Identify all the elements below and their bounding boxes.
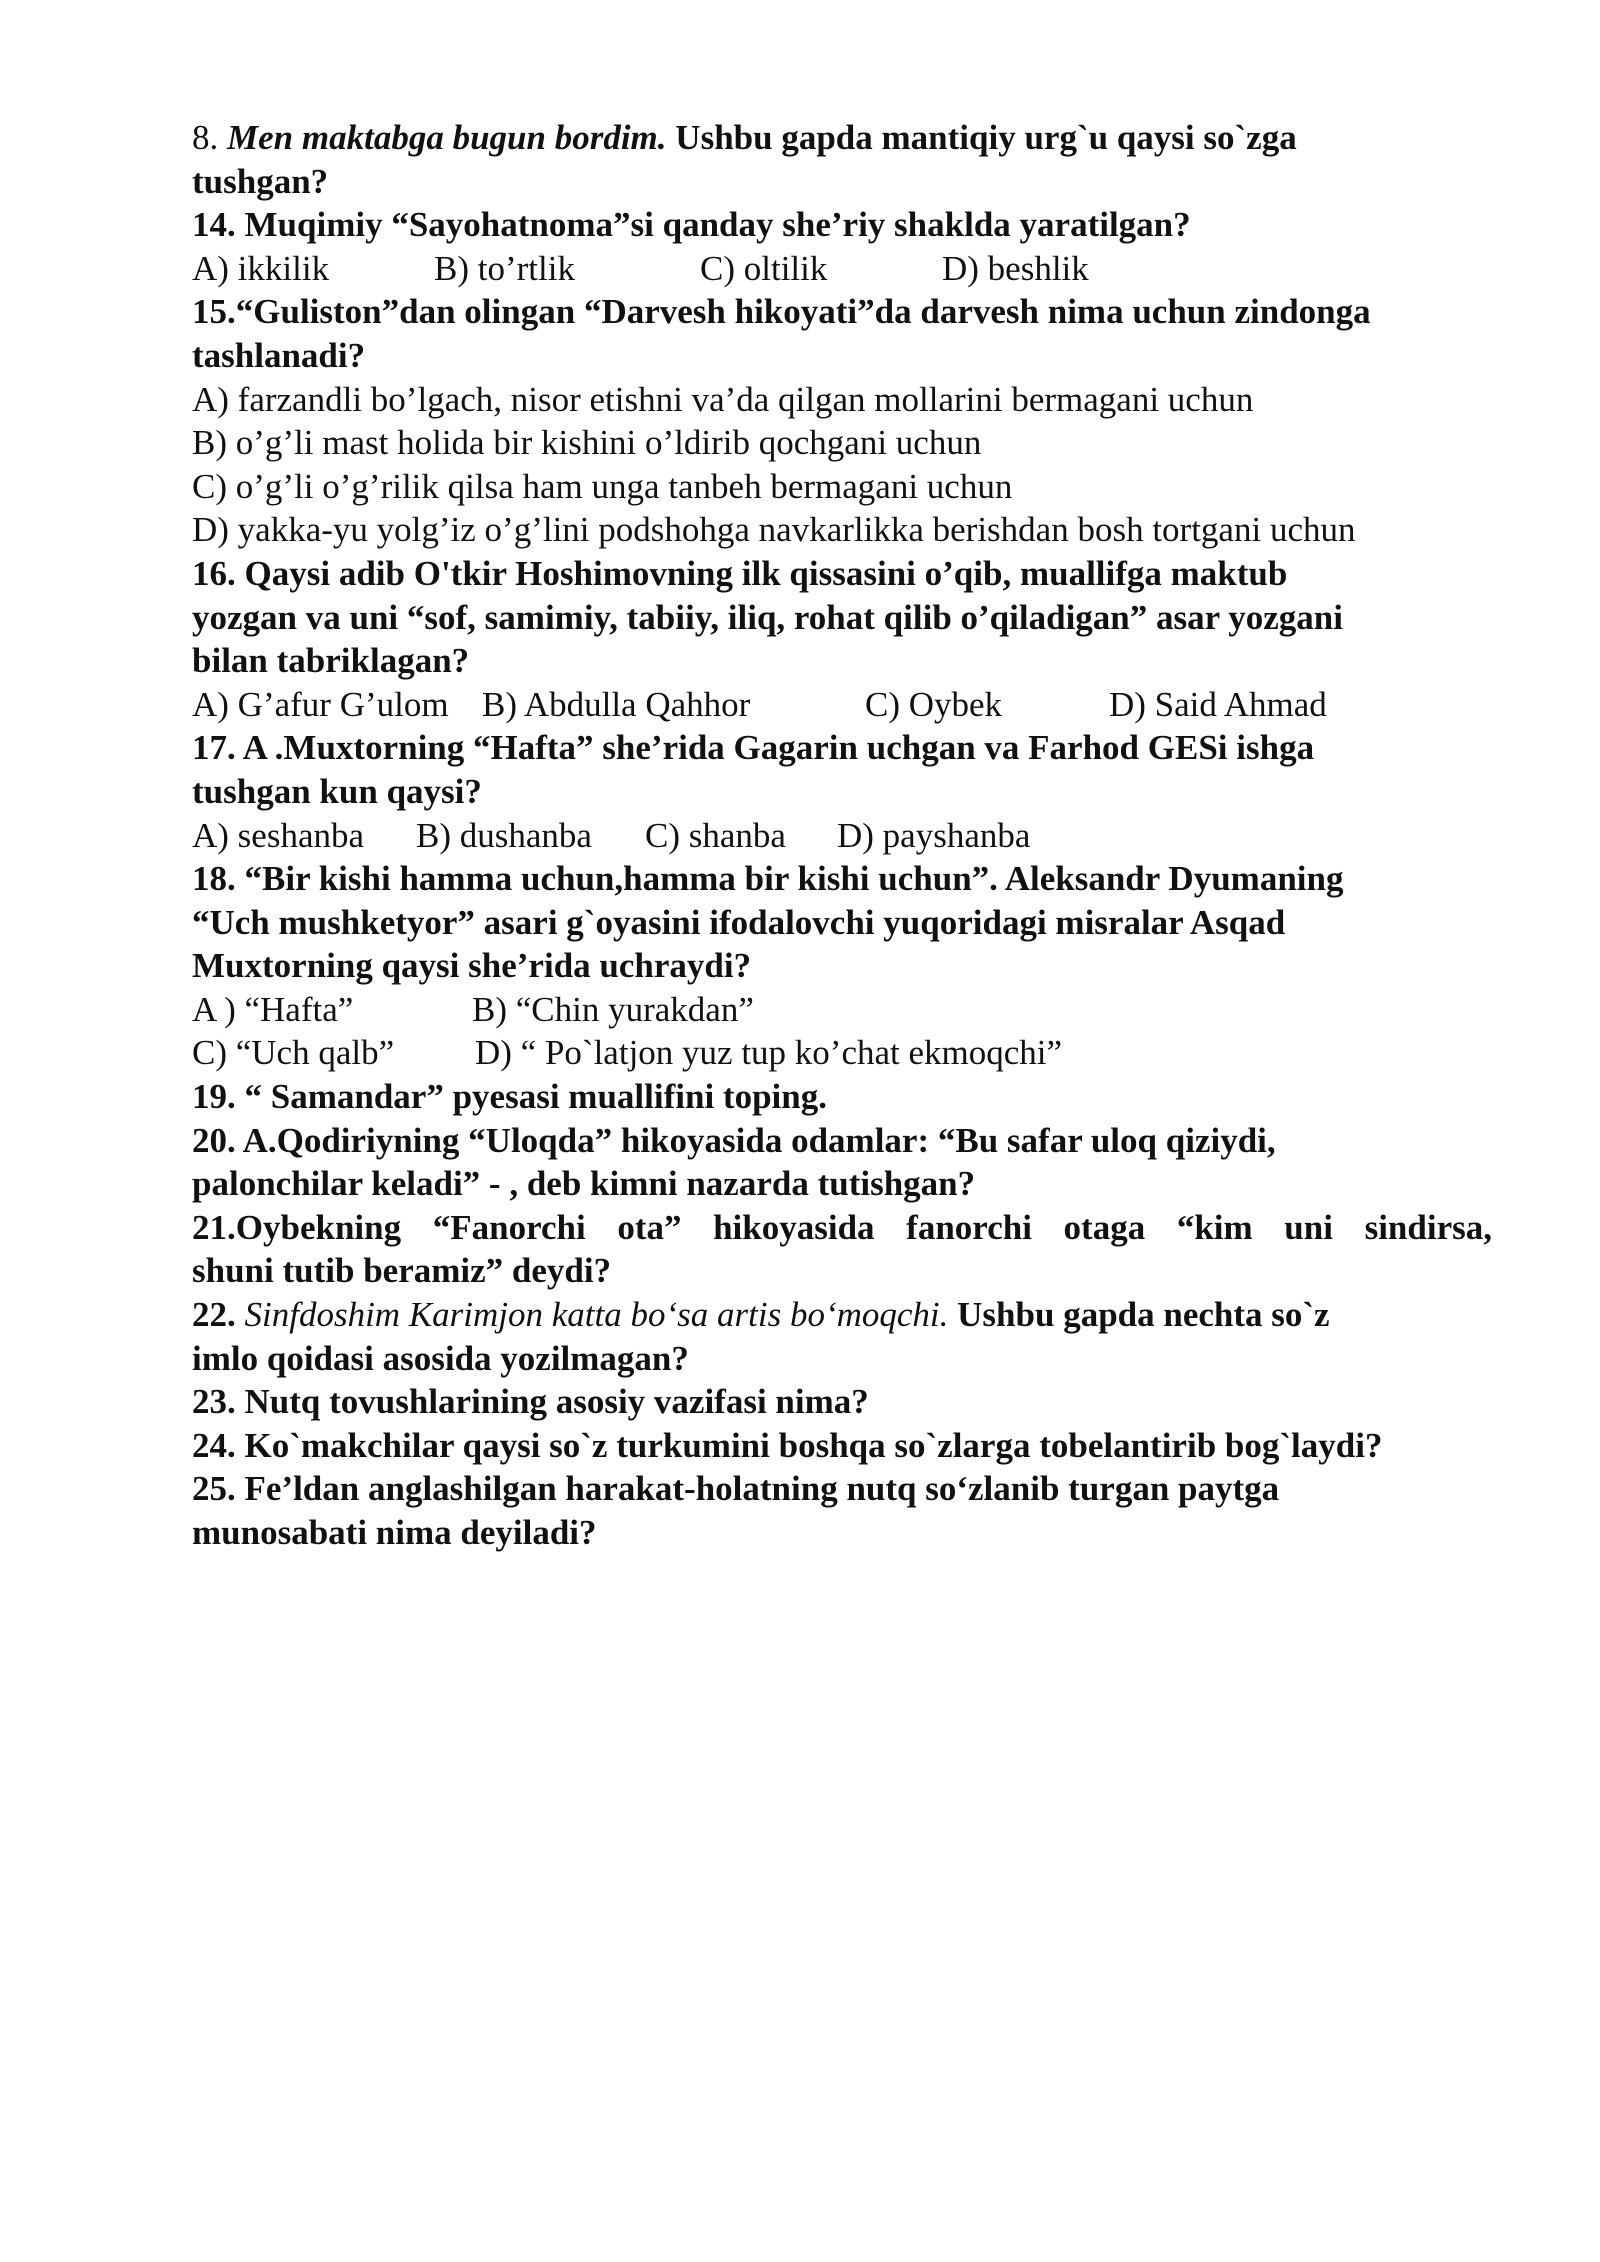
question-16-line-2: yozgan va uni “sof, samimiy, tabiiy, iliq, rohat qilib o’qiladigan” asar yozgani <box>192 597 1344 637</box>
question-8-text: Ushbu gapda mantiqiy urg`u qaysi so`zga <box>675 118 1297 157</box>
question-24: 24. Ko`makchilar qaysi so`z turkumini boshqa so`zlarga tobelantirib bog`laydi? <box>192 1425 1383 1465</box>
option-d: D) payshanba <box>837 815 1031 855</box>
document-page <box>192 116 1492 1555</box>
question-25: 25. Fe’ldan anglashilgan harakat-holatning nutq so‘zlanib turgan paytga <box>192 1469 1280 1509</box>
question-20: 20. A.Qodiriyning “Uloqda” hikoyasida odamlar: “Bu safar uloq qiziydi, <box>192 1120 1276 1160</box>
question-18-options-row-1 <box>192 988 1492 1032</box>
option-b: B) Abdulla Qahhor <box>482 684 751 724</box>
question-22-sentence: Sinfdoshim Karimjon katta bo‘sa artis bo‘moqchi. <box>244 1295 949 1335</box>
question-18-line-2: “Uch mushketyor” asari g`oyasini ifodalovchi yuqoridagi misralar Asqad <box>192 902 1286 942</box>
question-15-option-b: B) o’g’li mast holida bir kishini o’ldirib qochgani uchun <box>192 423 982 463</box>
question-15: 15.“Guliston”dan olingan “Darvesh hikoyati”da darvesh nima uchun zindonga <box>192 292 1371 332</box>
question-23: 23. Nutq tovushlarining asosiy vazifasi nima? <box>192 1382 869 1422</box>
question-8 <box>192 116 1492 160</box>
question-21-line-2: shuni tutib beramiz” deydi? <box>192 1251 612 1291</box>
question-14-options <box>192 247 1492 291</box>
option-d: D) beshlik <box>942 248 1089 288</box>
question-15-option-c: C) o’g’li o’g’rilik qilsa ham unga tanbeh bermagani uchun <box>192 466 1013 506</box>
question-22 <box>192 1293 1492 1337</box>
option-d: D) “ Po`latjon yuz tup ko’chat ekmoqchi” <box>475 1033 1063 1073</box>
question-15-option-d: D) yakka-yu yolg’iz o’g’lini podshohga navkarlikka berishdan bosh tortgani uchun <box>192 510 1356 550</box>
question-8-sentence: Men maktabga bugun bordim. <box>227 118 667 157</box>
question-22-line-2: imlo qoidasi asosida yozilmagan? <box>192 1338 689 1378</box>
question-15-line-2: tashlanadi? <box>192 335 366 375</box>
option-d: D) Said Ahmad <box>1109 684 1327 724</box>
question-17-options <box>192 814 1492 858</box>
question-17: 17. A .Muxtorning “Hafta” she’rida Gagarin uchgan va Farhod GESi ishga <box>192 728 1315 768</box>
question-16-line-3: bilan tabriklagan? <box>192 641 470 681</box>
question-16: 16. Qaysi adib O'tkir Hoshimovning ilk qissasini o’qib, muallifga maktub <box>192 553 1288 593</box>
question-14: 14. Muqimiy “Sayohatnoma”si qanday she’riy shaklda yaratilgan? <box>192 205 1191 245</box>
option-c: C) oltilik <box>700 248 828 288</box>
option-b: B) to’rtlik <box>434 248 575 288</box>
option-c: C) Oybek <box>865 684 1003 724</box>
option-a: A ) “Hafta” <box>192 989 354 1029</box>
question-17-line-2: tushgan kun qaysi? <box>192 771 482 811</box>
option-a: A) ikkilik <box>192 248 330 288</box>
option-b: B) “Chin yurakdan” <box>472 989 754 1029</box>
question-18: 18. “Bir kishi hamma uchun,hamma bir kishi uchun”. Aleksandr Dyumaning <box>192 859 1344 899</box>
question-25-line-2: munosabati nima deyiladi? <box>192 1513 597 1552</box>
question-19: 19. “ Samandar” pyesasi muallifini toping. <box>192 1077 827 1117</box>
option-b: B) dushanba <box>416 815 592 855</box>
option-a: A) G’afur G’ulom <box>192 684 449 724</box>
question-8-line-2: tushgan? <box>192 161 329 201</box>
question-21: 21.Oybekning “Fanorchi ota” hikoyasida fanorchi otaga “kim uni sindirsa, <box>192 1207 1492 1247</box>
option-a: A) seshanba <box>192 815 365 855</box>
question-22-number: 22. <box>192 1295 236 1335</box>
question-22-text: Ushbu gapda nechta so`z <box>957 1295 1330 1335</box>
question-16-options <box>192 683 1492 727</box>
option-c: C) shanba <box>645 815 786 855</box>
question-20-line-2: palonchilar keladi” - , deb kimni nazarda tutishgan? <box>192 1164 976 1204</box>
question-18-options-row-2 <box>192 1031 1492 1075</box>
question-18-line-3: Muxtorning qaysi she’rida uchraydi? <box>192 946 752 986</box>
option-c: C) “Uch qalb” <box>192 1033 395 1073</box>
question-15-option-a: A) farzandli bo’lgach, nisor etishni va’da qilgan mollarini bermagani uchun <box>192 379 1254 419</box>
question-8-number: 8. <box>192 118 219 157</box>
